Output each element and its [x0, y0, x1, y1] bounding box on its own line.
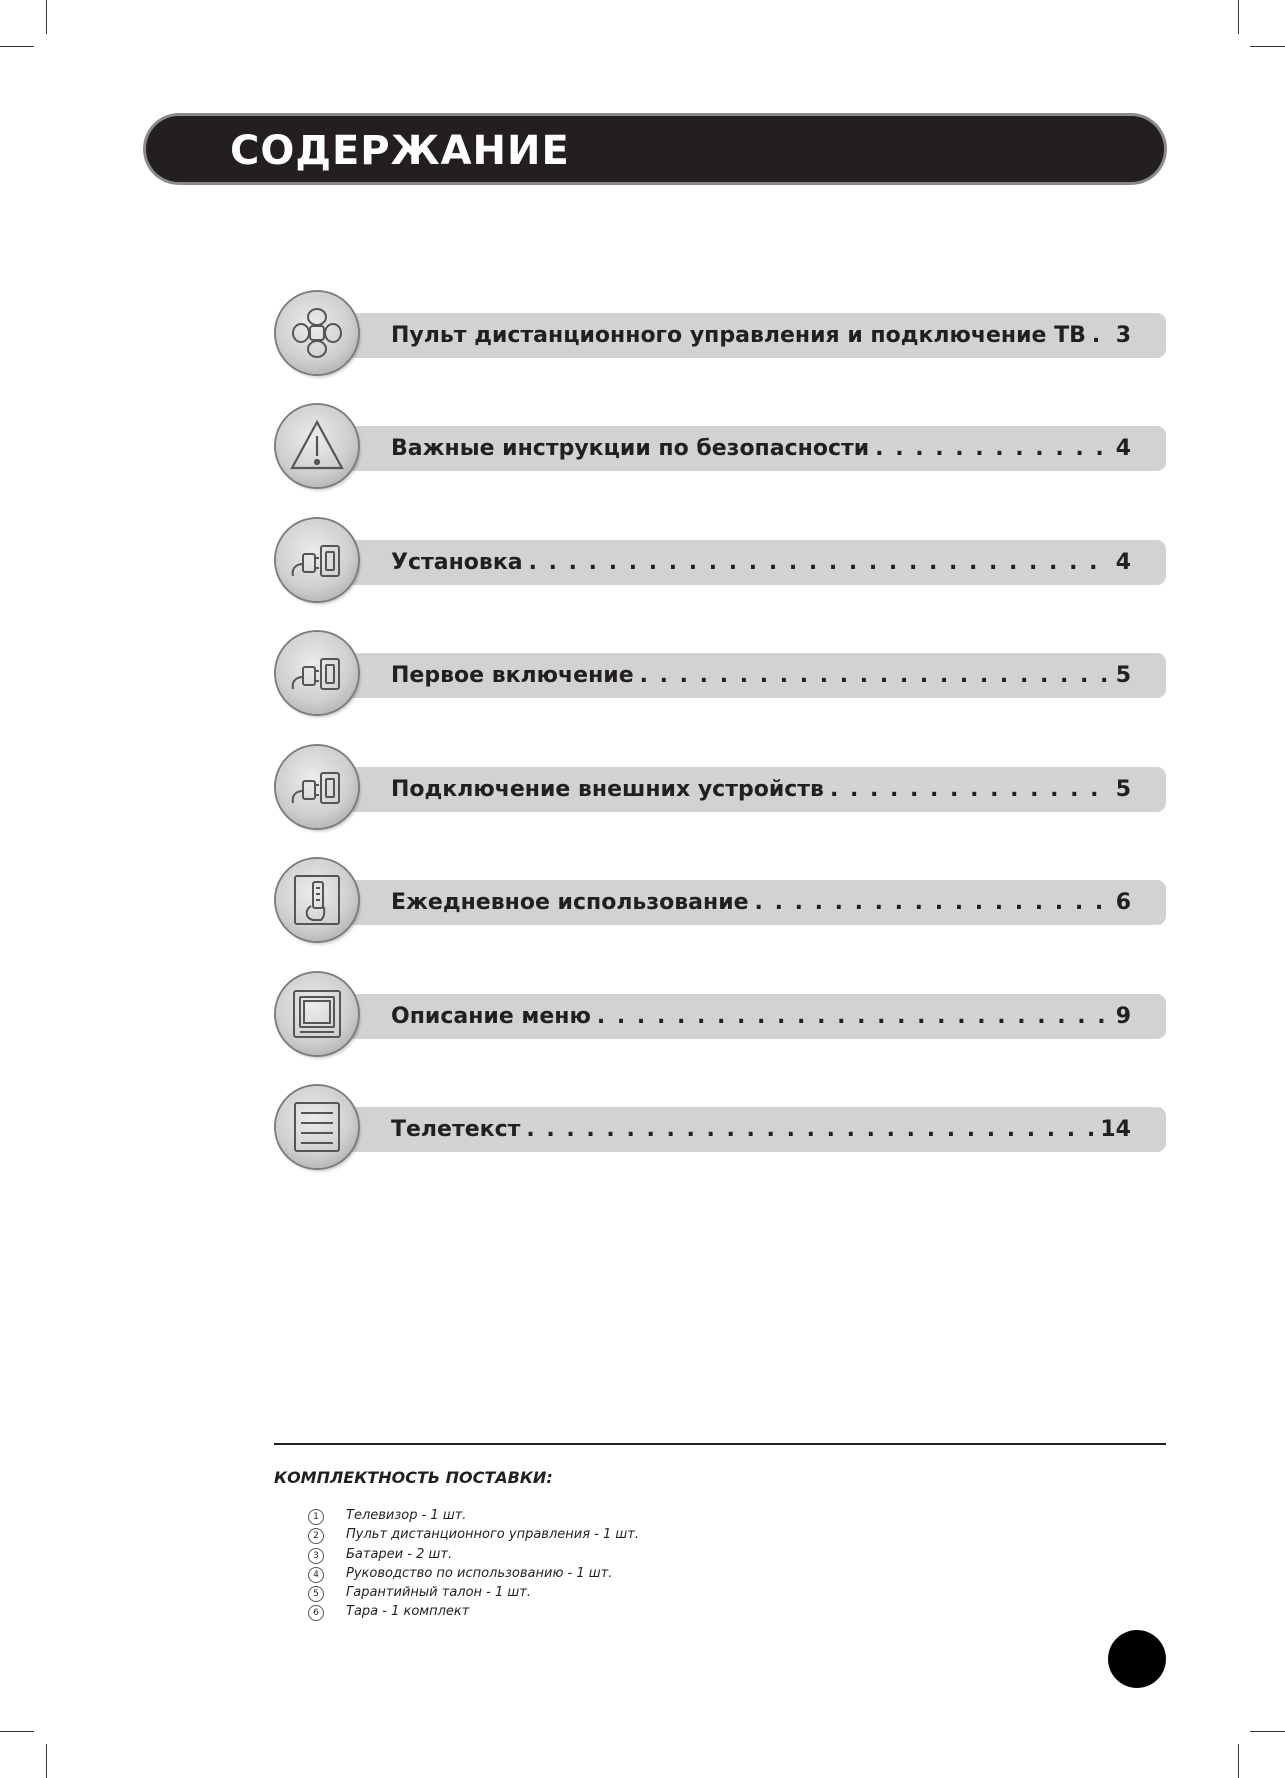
toc-entry-title: Первое включение [391, 663, 634, 688]
section-divider [274, 1443, 1166, 1445]
item-number: 4 [308, 1567, 324, 1583]
toc-entry-label [391, 323, 1131, 353]
plug-socket-icon [276, 632, 358, 714]
toc-entry-title: Пульт дистанционного управления и подключение ТВ [391, 323, 1086, 348]
toc-entry-title: Телетекст [391, 1117, 521, 1142]
toc-entry[interactable] [276, 744, 1166, 830]
teletext-page-icon [276, 1086, 358, 1168]
item-number: 1 [308, 1509, 324, 1525]
item-text: Тара - 1 комплект [346, 1604, 470, 1620]
item-text: Гарантийный талон - 1 шт. [346, 1585, 532, 1601]
toc-entry[interactable] [276, 517, 1166, 603]
item-text: Батареи - 2 шт. [346, 1546, 453, 1562]
warning-triangle-icon [276, 405, 358, 487]
toc-entry-page: 14 [1100, 1117, 1131, 1142]
crop-mark [1238, 0, 1239, 34]
dot-leader [1092, 323, 1110, 348]
crop-mark [0, 1731, 34, 1732]
supply-title: КОМПЛЕКТНОСТЬ ПОСТАВКИ: [274, 1468, 553, 1487]
dot-leader [875, 436, 1110, 461]
toc-entry-label [391, 1117, 1131, 1147]
toc-entry[interactable] [276, 630, 1166, 716]
toc-entry[interactable] [276, 971, 1166, 1057]
toc-entry-label [391, 550, 1131, 580]
toc-entry-label [391, 890, 1131, 920]
toc-entry-page: 5 [1115, 663, 1131, 688]
item-text: Руководство по использованию - 1 шт. [346, 1565, 613, 1581]
page-title: СОДЕРЖАНИЕ [230, 128, 570, 174]
toc-entry[interactable] [276, 290, 1166, 376]
toc-entry[interactable] [276, 1084, 1166, 1170]
item-number: 3 [308, 1548, 324, 1564]
item-number: 6 [308, 1605, 324, 1621]
item-text: Телевизор - 1 шт. [346, 1508, 467, 1523]
crop-mark [46, 1744, 47, 1778]
dot-leader [755, 890, 1110, 915]
toc-entry-label [391, 663, 1131, 693]
toc-entry-title: Установка [391, 550, 523, 575]
toc-entry[interactable] [276, 403, 1166, 489]
toc-entry-title: Важные инструкции по безопасности [391, 436, 870, 461]
toc-entry-page: 4 [1115, 550, 1131, 575]
toc-entry-page: 5 [1115, 777, 1131, 802]
crop-mark [46, 0, 47, 34]
toc-entry-label [391, 1004, 1131, 1034]
toc-entry-title: Описание меню [391, 1004, 591, 1029]
dot-leader [529, 550, 1110, 575]
item-number: 2 [308, 1528, 324, 1544]
page-header [146, 116, 1164, 182]
toc-entry-label [391, 777, 1131, 807]
item-text: Пульт дистанционного управления - 1 шт. [346, 1527, 639, 1543]
toc-entry-label [391, 436, 1131, 466]
crop-mark [1250, 1731, 1285, 1732]
toc-entry-page: 6 [1115, 890, 1131, 915]
crop-mark [1250, 46, 1285, 47]
crop-mark [1238, 1744, 1239, 1778]
page-marker-dot [1108, 1630, 1166, 1688]
crop-mark [0, 46, 34, 47]
tv-screen-icon [276, 973, 358, 1055]
toc-entry-page: 9 [1115, 1004, 1131, 1029]
toc-entry-title: Ежедневное использование [391, 890, 749, 915]
toc-entry-page: 4 [1115, 436, 1131, 461]
plug-socket-icon [276, 519, 358, 601]
hand-remote-icon [276, 859, 358, 941]
dot-leader [526, 1117, 1094, 1142]
dot-leader [830, 777, 1110, 802]
toc-entry-title: Подключение внешних устройств [391, 777, 824, 802]
dot-leader [597, 1004, 1110, 1029]
dot-leader [640, 663, 1110, 688]
toc-entry[interactable] [276, 857, 1166, 943]
plug-socket-icon [276, 746, 358, 828]
remote-dpad-icon [276, 292, 358, 374]
item-number: 5 [308, 1586, 324, 1602]
toc-entry-page: 3 [1115, 323, 1131, 348]
